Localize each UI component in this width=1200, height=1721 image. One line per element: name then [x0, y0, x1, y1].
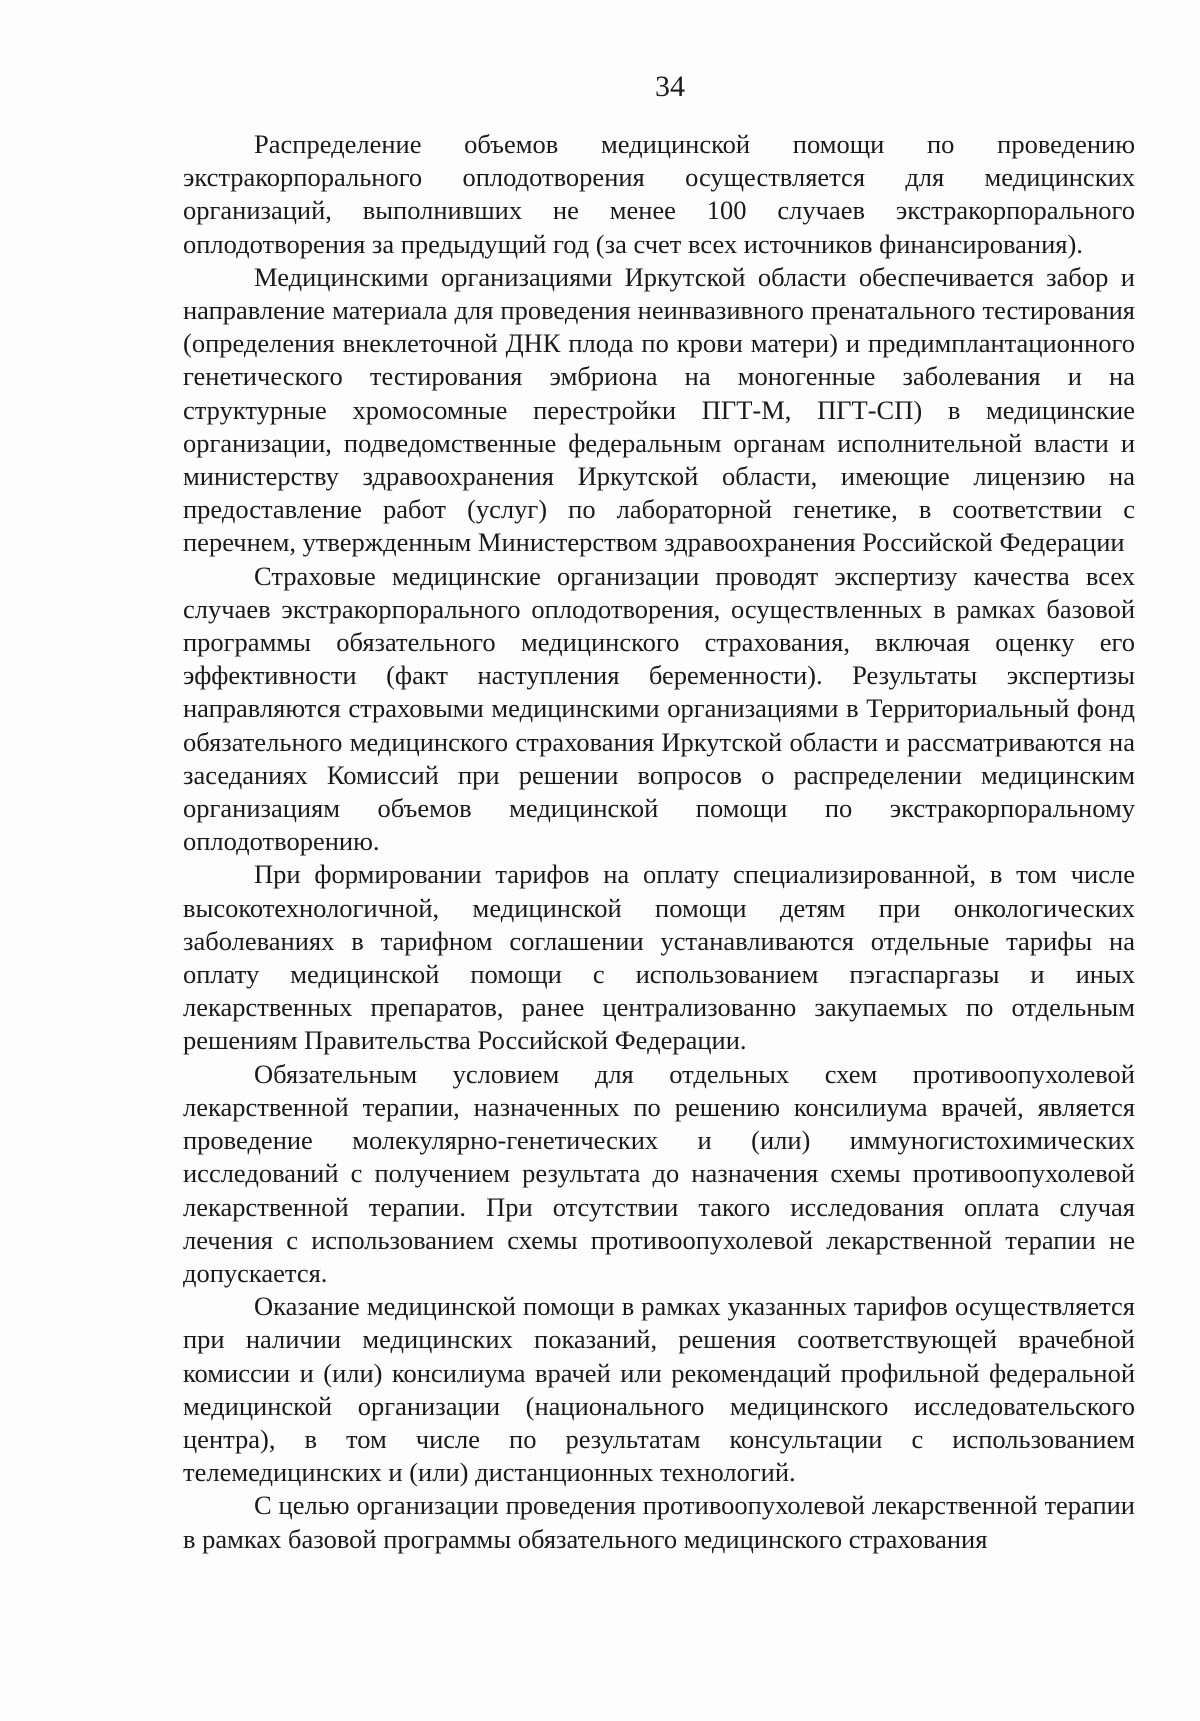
- paragraph-ivf-volume-distribution: Распределение объемов медицинской помощи по проведению экстракорпорального оплодотворения осуществляется для медицинских организаций, выполнивших не менее 100 случаев экстракорпорального оплодотворения за предыдущий год (за счет всех источников финансирования).: [183, 129, 1135, 259]
- paragraph-prenatal-testing: Медицинскими организациями Иркутской области обеспечивается забор и направление материала для проведения неинвазивного пренатального тестирования (определения внеклеточной ДНК плода по крови матери) и предимплантационного генетического тестирования эмбриона на моногенные заболевания и на структурные хромосомные перестройки ПГТ-М, ПГТ-СП) в медицинские организации, подведомственные федеральным органам исполнительной власти и министерству здравоохранения Иркутской области, имеющие лицензию на предоставление работ (услуг) по лабораторной генетике, в соответствии с перечнем, утвержденным Министерством здравоохранения Российской Федерации: [183, 261, 1135, 558]
- document-body: [183, 128, 1135, 1556]
- paragraph-therapy-organization: С целью организации проведения противоопухолевой лекарственной терапии в рамках базовой программы обязательного медицинского страхования: [183, 1490, 1135, 1554]
- paragraph-insurance-expertise: Страховые медицинские организации проводят экспертизу качества всех случаев экстракорпорального оплодотворения, осуществленных в рамках базовой программы обязательного медицинского страхования, включая оценку его эффективности (факт наступления беременности). Результаты экспертизы направляются страховыми медицинскими организациями в Территориальный фонд обязательного медицинского страхования Иркутской области и рассматриваются на заседаниях Комиссий при решении вопросов о распределении медицинским организациям объемов медицинской помощи по экстракорпоральному оплодотворению.: [183, 560, 1135, 857]
- paragraph-mandatory-testing: Обязательным условием для отдельных схем противоопухолевой лекарственной терапии, назначенных по решению консилиума врачей, является проведение молекулярно-генетических и (или) иммуногистохимических исследований с получением результата до назначения схемы противоопухолевой лекарственной терапии. При отсутствии такого исследования оплата случая лечения с использованием схемы противоопухолевой лекарственной терапии не допускается.: [183, 1058, 1135, 1288]
- paragraph-oncology-tariffs: При формировании тарифов на оплату специализированной, в том числе высокотехнологичной, медицинской помощи детям при онкологических заболеваниях в тарифном соглашении устанавливаются отдельные тарифы на оплату медицинской помощи с использованием пэгаспаргазы и иных лекарственных препаратов, ранее централизованно закупаемых по отдельным решениям Правительства Российской Федерации.: [183, 859, 1135, 1056]
- paragraph-care-conditions: Оказание медицинской помощи в рамках указанных тарифов осуществляется при наличии медицинских показаний, решения соответствующей врачебной комиссии и (или) консилиума врачей или рекомендаций профильной федеральной медицинской организации (национального медицинского исследовательского центра), в том числе по результатам консультации с использованием телемедицинских и (или) дистанционных технологий.: [183, 1291, 1135, 1488]
- page-number: 34: [655, 70, 685, 103]
